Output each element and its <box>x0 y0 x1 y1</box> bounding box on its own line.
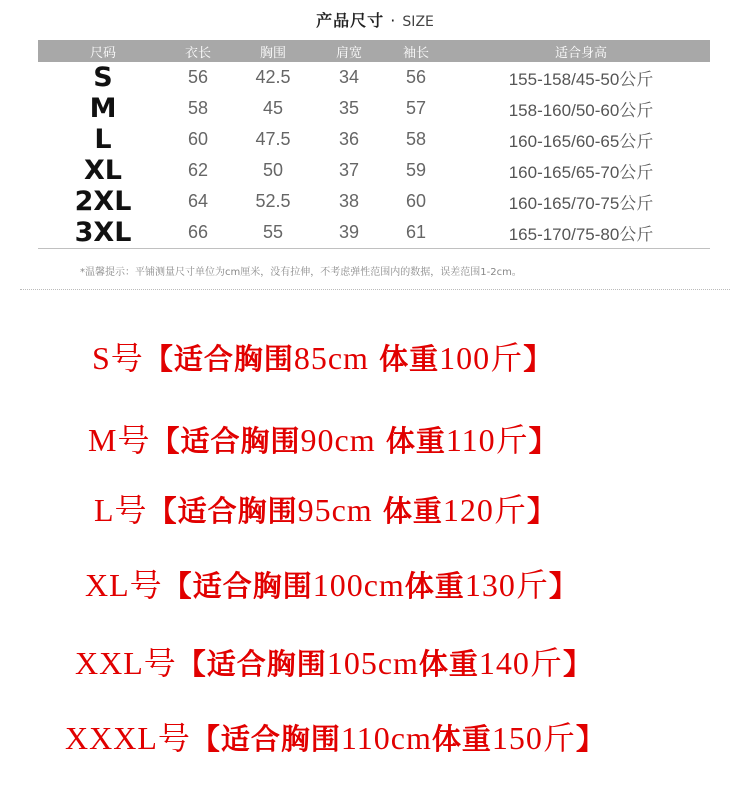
rec-fit-label: 适合胸围 <box>177 494 298 528</box>
measurement-note: *温馨提示：平铺测量尺寸单位为cm厘米，没有拉伸，不考虑弹性范围内的数据，误差范围1-2cm。 <box>80 267 522 278</box>
cell-size: XL <box>83 155 123 186</box>
cell-chest: 50 <box>262 160 284 180</box>
cell-sleeve: 60 <box>405 191 427 211</box>
cell-fit: 155-158/45-50公斤 <box>508 70 654 89</box>
rec-chest: 100cm <box>312 567 405 603</box>
col-header-chest: 胸围 <box>259 45 286 61</box>
title-en: SIZE <box>402 14 434 30</box>
rec-chest: 85cm <box>293 340 369 376</box>
cell-sleeve: 58 <box>405 129 427 149</box>
cell-shoulder: 38 <box>338 191 360 211</box>
title-separator: · <box>390 11 397 30</box>
cell-size: 2XL <box>74 186 132 217</box>
rec-weight-label: 体重 <box>379 342 440 376</box>
rec-bracket-open: 【 <box>176 647 207 681</box>
cell-shoulder: 37 <box>338 160 360 180</box>
rec-bracket-close: 】 <box>548 569 579 603</box>
size-recommendation <box>88 415 559 461</box>
rec-fit-label: 适合胸围 <box>206 647 327 681</box>
rec-weight-label: 体重 <box>418 647 479 681</box>
rec-weight-label: 体重 <box>385 424 446 458</box>
cell-length: 62 <box>187 160 209 180</box>
rec-size: XXXL号 <box>65 720 191 756</box>
rec-bracket-open: 【 <box>162 569 193 603</box>
size-recommendation <box>92 333 553 379</box>
rec-weight: 140斤 <box>478 645 563 681</box>
cell-shoulder: 34 <box>338 67 360 87</box>
rec-bracket-open: 【 <box>150 424 181 458</box>
cell-length: 56 <box>187 67 209 87</box>
title-cn: 产品尺寸 <box>316 11 385 30</box>
rec-chest: 95cm <box>297 492 373 528</box>
cell-fit: 158-160/50-60公斤 <box>508 101 654 120</box>
cell-size: M <box>89 93 117 124</box>
rec-bracket-open: 【 <box>147 494 178 528</box>
col-header-shoulder: 肩宽 <box>335 45 362 61</box>
rec-weight-label: 体重 <box>404 569 465 603</box>
cell-length: 58 <box>187 98 209 118</box>
col-header-length: 衣长 <box>184 45 211 61</box>
rec-size: L号 <box>94 492 148 528</box>
cell-chest: 55 <box>262 222 284 242</box>
cell-length: 66 <box>187 222 209 242</box>
col-header-fit: 适合身高 <box>554 45 607 61</box>
size-recommendation <box>75 638 593 684</box>
rec-fit-label: 适合胸围 <box>180 424 301 458</box>
rec-weight: 120斤 <box>442 492 527 528</box>
cell-shoulder: 35 <box>338 98 360 118</box>
cell-sleeve: 57 <box>405 98 427 118</box>
rec-size: M号 <box>88 422 151 458</box>
cell-fit: 160-165/60-65公斤 <box>508 132 654 151</box>
cell-shoulder: 36 <box>338 129 360 149</box>
cell-chest: 47.5 <box>255 129 291 149</box>
cell-length: 60 <box>187 129 209 149</box>
size-recommendation <box>85 560 579 606</box>
rec-weight-label: 体重 <box>382 494 443 528</box>
size-recommendation <box>65 713 606 759</box>
cell-chest: 42.5 <box>255 67 291 87</box>
cell-sleeve: 61 <box>405 222 427 242</box>
cell-size: S <box>93 62 113 93</box>
rec-weight: 150斤 <box>491 720 576 756</box>
rec-bracket-close: 】 <box>523 342 554 376</box>
rec-weight: 110斤 <box>445 422 529 458</box>
col-header-sleeve: 袖长 <box>402 45 429 61</box>
cell-length: 64 <box>187 191 209 211</box>
rec-fit-label: 适合胸围 <box>220 722 341 756</box>
rec-weight-label: 体重 <box>431 722 492 756</box>
rec-bracket-close: 】 <box>575 722 606 756</box>
cell-sleeve: 59 <box>405 160 427 180</box>
cell-fit: 160-165/65-70公斤 <box>508 163 654 182</box>
col-header-size: 尺码 <box>89 45 116 61</box>
rec-fit-label: 适合胸围 <box>192 569 313 603</box>
rec-size: XL号 <box>85 567 163 603</box>
rec-chest: 105cm <box>326 645 419 681</box>
cell-shoulder: 39 <box>338 222 360 242</box>
rec-chest: 110cm <box>340 720 432 756</box>
cell-size: 3XL <box>74 217 132 248</box>
size-recommendation <box>94 485 557 531</box>
rec-size: XXL号 <box>75 645 177 681</box>
rec-weight: 100斤 <box>439 340 524 376</box>
rec-chest: 90cm <box>300 422 376 458</box>
rec-fit-label: 适合胸围 <box>173 342 294 376</box>
cell-fit: 165-170/75-80公斤 <box>508 225 654 244</box>
rec-bracket-close: 】 <box>528 424 559 458</box>
cell-chest: 52.5 <box>255 191 291 211</box>
rec-bracket-open: 【 <box>190 722 221 756</box>
cell-fit: 160-165/70-75公斤 <box>508 194 654 213</box>
cell-chest: 45 <box>262 98 284 118</box>
rec-bracket-open: 【 <box>143 342 174 376</box>
rec-size: S号 <box>92 340 144 376</box>
rec-weight: 130斤 <box>464 567 549 603</box>
rec-bracket-close: 】 <box>562 647 593 681</box>
cell-sleeve: 56 <box>405 67 427 87</box>
rec-bracket-close: 】 <box>526 494 557 528</box>
cell-size: L <box>94 124 112 155</box>
